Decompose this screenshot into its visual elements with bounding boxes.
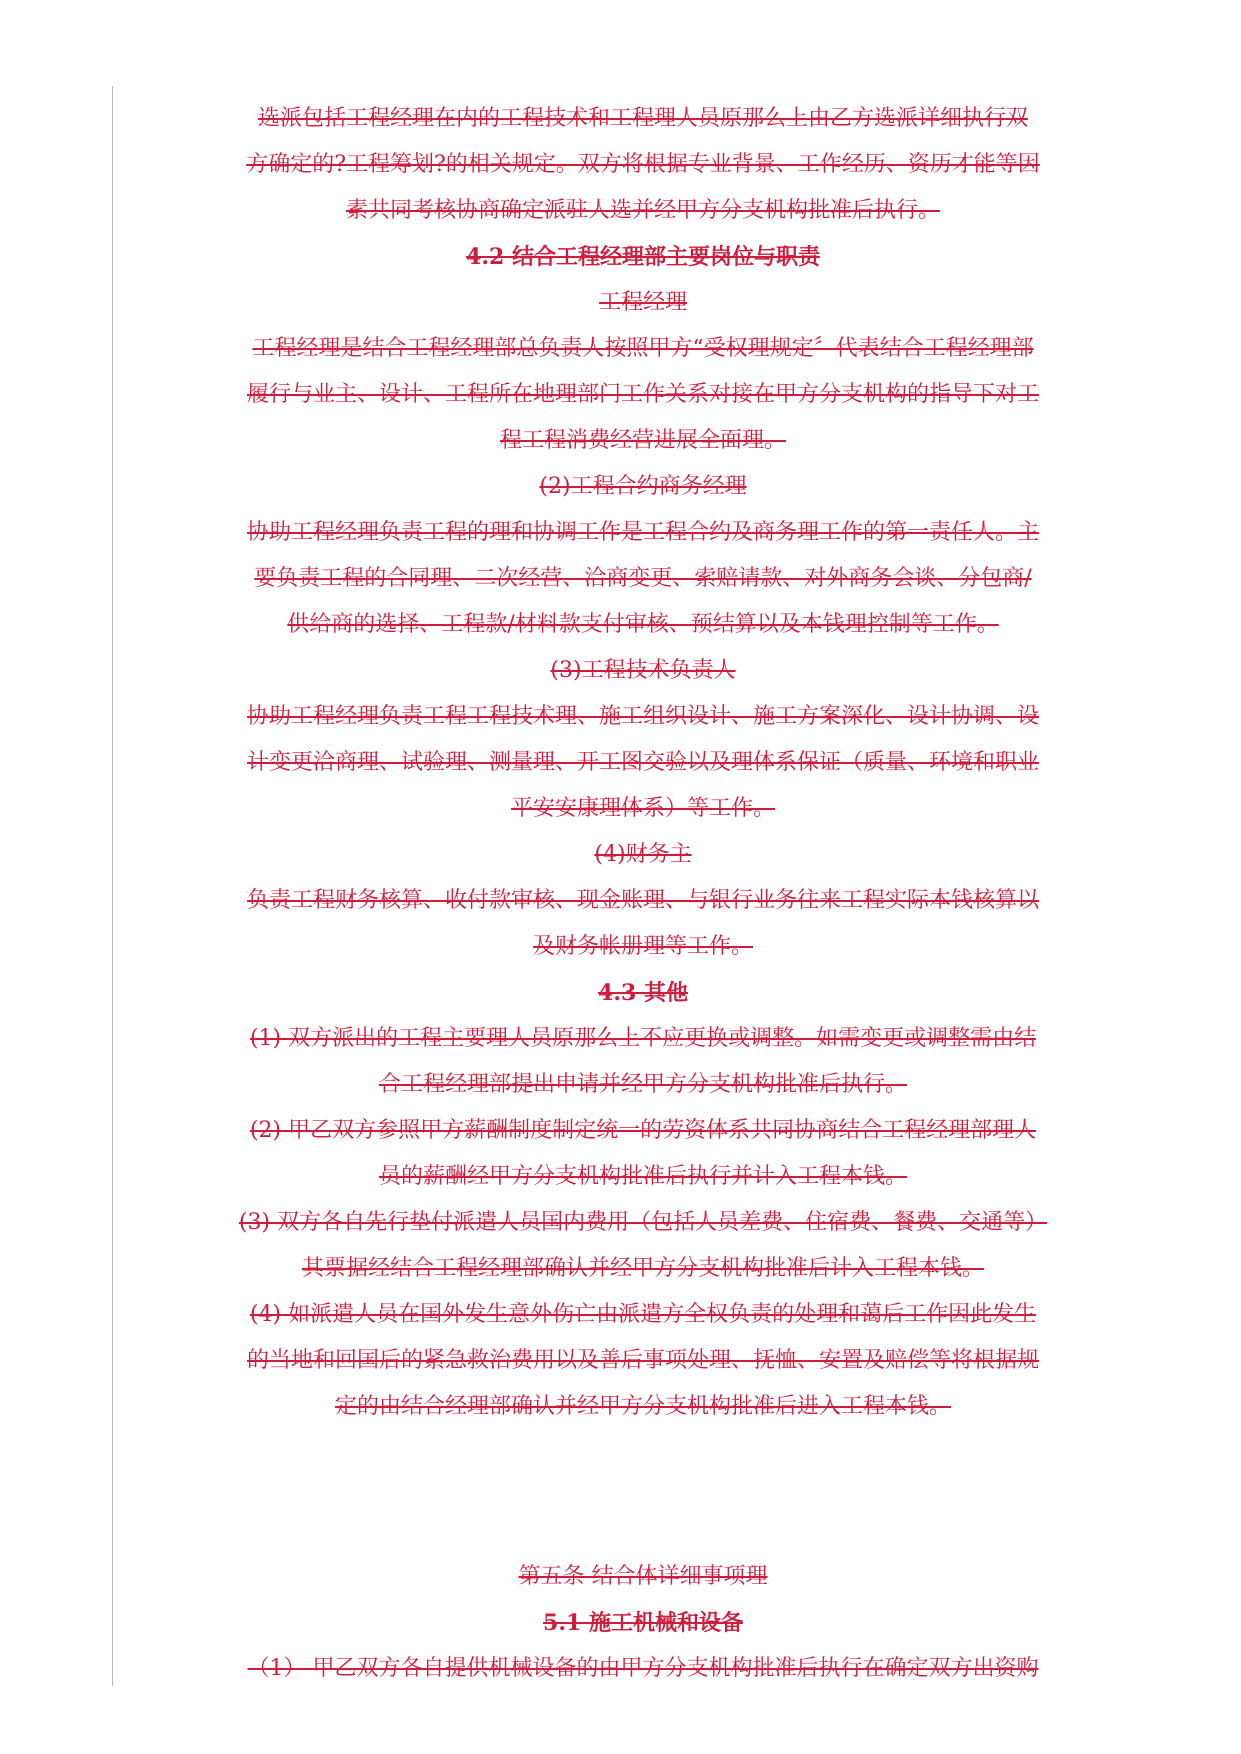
text-line: 履行与业主、设计、工程所在地理部门工作关系对接在甲方分支机构的指导下对工 [246, 382, 1039, 407]
text-line: 其票据经结合工程经理部确认并经甲方分支机构批准后计入工程本钱。 [301, 1256, 984, 1281]
section-heading: 4.2 结合工程经理部主要岗位与职责 [466, 244, 820, 270]
section-heading: 4.3 其他 [598, 980, 688, 1006]
text-line: (1) 双方派出的工程主要理人员原那么上不应更换或调整。如需变更或调整需由结 [249, 1026, 1037, 1051]
text-line: 平安安康理体系）等工作。 [510, 796, 775, 821]
section-heading: 5.1 施工机械和设备 [543, 1610, 743, 1636]
text-line: 协助工程经理负责工程工程技术理、施工组织设计、施工方案深化、设计协调、设 [246, 704, 1039, 729]
sub-heading: (2)工程合约商务经理 [539, 474, 747, 499]
sub-heading: 工程经理 [598, 290, 687, 315]
sub-heading: (4)财务主 [594, 842, 692, 867]
text-line: 定的由结合经理部确认并经甲方分支机构批准后进入工程本钱。 [334, 1394, 951, 1419]
text-line: 合工程经理部提出申请并经甲方分支机构批准后执行。 [378, 1072, 907, 1097]
text-line: 及财务帐册理等工作。 [532, 934, 753, 959]
text-line: 程工程消费经营进展全面理。 [499, 428, 786, 453]
text-line: (4) 如派遣人员在国外发生意外伤亡由派遣方全权负责的处理和蔼后工作因此发生 [249, 1302, 1037, 1327]
text-line: 协助工程经理负责工程的理和协调工作是工程合约及商务理工作的第一责任人。主 [246, 520, 1039, 545]
document-body [188, 96, 1098, 1692]
text-line: 素共同考核协商确定派驻人选并经甲方分支机构批准后执行。 [345, 198, 940, 223]
text-line: 员的薪酬经甲方分支机构批准后执行并计入工程本钱。 [378, 1164, 907, 1189]
article-heading: 第五条 结合体详细事项理 [518, 1564, 768, 1589]
sub-heading: (3)工程技术负责人 [550, 658, 736, 683]
text-line: (2) 甲乙双方参照甲方薪酬制度制定统一的劳资体系共同协商结合工程经理部理人 [249, 1118, 1037, 1143]
page-margin-rule [112, 86, 113, 1686]
text-line: 要负责工程的合同理、二次经营、洽商变更、索赔请款、对外商务会谈、分包商/ [254, 566, 1032, 591]
text-line: 工程经理是结合工程经理部总负责人按照甲方“受权理规定〞代表结合工程经理部 [252, 336, 1034, 361]
text-line: 供给商的选择、工程款/材料款支付审核、预结算以及本钱理控制等工作。 [287, 612, 999, 637]
text-line: 选派包括工程经理在内的工程技术和工程理人员原那么上由乙方选派详细执行双 [257, 106, 1028, 131]
text-line: 的当地和回国后的紧急救治费用以及善后事项处理、抚恤、安置及赔偿等将根据规 [246, 1348, 1039, 1373]
text-line: 计变更洽商理、试验理、测量理、开工图交验以及理体系保证（质量、环境和职业 [246, 750, 1039, 775]
text-line: (3) 双方各自先行垫付派遣人员国内费用（包括人员差费、住宿费、餐费、交通等） [238, 1210, 1048, 1235]
text-line: （1） 甲乙双方各自提供机械设备的由甲方分支机构批准后执行在确定双方出资购 [247, 1656, 1039, 1681]
blank-space [188, 1430, 1098, 1554]
text-line: 负责工程财务核算、收付款审核、现金账理、与银行业务往来工程实际本钱核算以 [246, 888, 1039, 913]
text-line: 方确定的?工程筹划?的相关规定。双方将根据专业背景、工作经历、资历才能等因 [246, 152, 1040, 177]
